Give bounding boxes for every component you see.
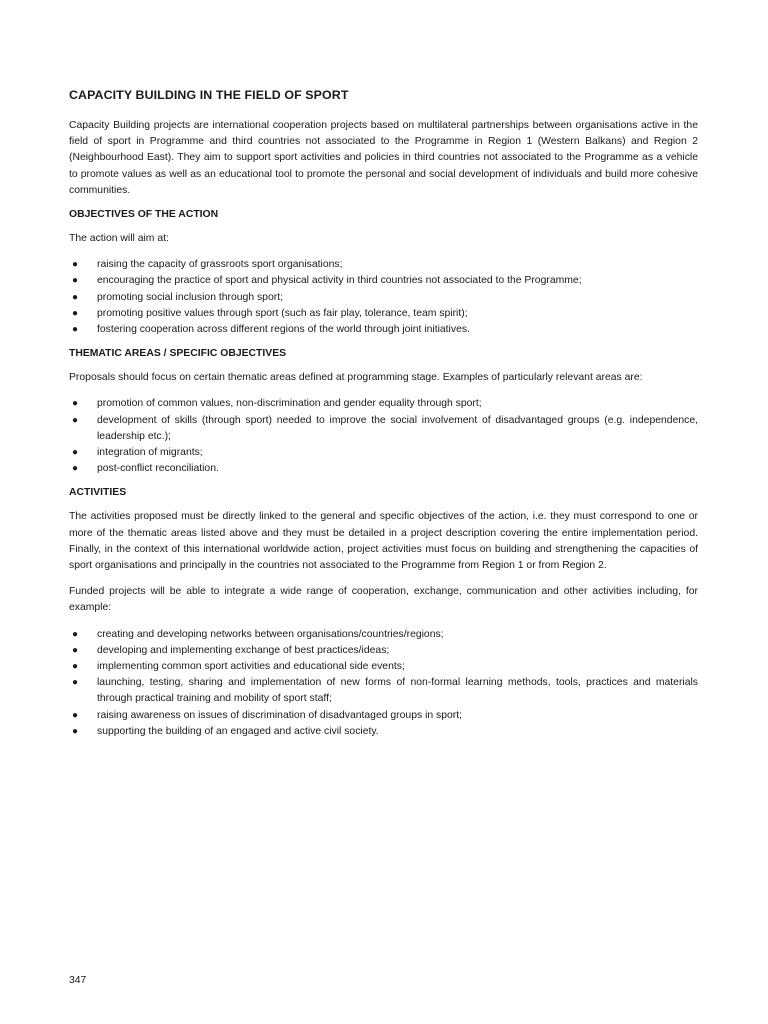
bullet-icon: ● (72, 661, 79, 673)
list-item (69, 306, 698, 322)
bullet-icon: ● (72, 628, 79, 640)
list-item-text: raising awareness on issues of discrimination of disadvantaged groups in sport; (97, 709, 463, 721)
list-item-text: raising the capacity of grassroots sport organisations; (97, 259, 343, 271)
list-item-text: launching, testing, sharing and implementation of new forms of non-formal learning methods, tools, practices and materials through practical training and mobility of sport staff; (97, 677, 698, 705)
objectives-lead: The action will aim at: (69, 233, 169, 245)
list-item-text: supporting the building of an engaged and active civil society. (97, 725, 379, 737)
thematic-heading: THEMATIC AREAS / SPECIFIC OBJECTIVES (69, 348, 287, 360)
activities-list (69, 627, 698, 740)
bullet-icon: ● (72, 291, 79, 303)
objectives-list (69, 257, 698, 338)
list-item (69, 257, 698, 273)
list-item (69, 724, 698, 740)
list-item (69, 396, 698, 412)
activities-heading: ACTIVITIES (69, 487, 127, 499)
thematic-lead: Proposals should focus on certain thematic areas defined at programming stage. Examples of particularly relevant areas are: (69, 372, 643, 384)
bullet-icon: ● (72, 275, 79, 287)
list-item-text: fostering cooperation across different regions of the world through joint initiatives. (97, 324, 470, 336)
list-item-text: developing and implementing exchange of best practices/ideas; (97, 644, 390, 656)
list-item (69, 413, 698, 445)
document-title: CAPACITY BUILDING IN THE FIELD OF SPORT (69, 88, 349, 102)
list-item (69, 643, 698, 659)
list-item (69, 322, 698, 338)
document-page (69, 88, 698, 750)
list-item-text: integration of migrants; (97, 447, 203, 459)
objectives-heading: OBJECTIVES OF THE ACTION (69, 209, 219, 221)
bullet-icon: ● (72, 447, 79, 459)
bullet-icon: ● (72, 259, 79, 271)
thematic-list (69, 396, 698, 477)
intro-paragraph: Capacity Building projects are international cooperation projects based on multilateral partnerships between organisations active in the field of sport in Programme and third countries not associated to the Programme in Region 1 (Western Balkans) and Region 2 (Neighbourhood East). They aim to support sport activities and policies in third countries not associated to the Programme as a vehicle to promote values as well as an educational tool to promote the personal and social development of individuals and build more cohesive communities. (69, 120, 698, 196)
list-item-text: promotion of common values, non-discrimination and gender equality through sport; (97, 398, 482, 410)
list-item-text: encouraging the practice of sport and physical activity in third countries not associated to the Programme; (97, 275, 582, 287)
bullet-icon: ● (72, 307, 79, 319)
list-item (69, 445, 698, 461)
list-item-text: promoting social inclusion through sport; (97, 291, 283, 303)
list-item-text: post-conflict reconciliation. (97, 463, 219, 475)
bullet-icon: ● (72, 398, 79, 410)
bullet-icon: ● (72, 463, 79, 475)
bullet-icon: ● (72, 677, 79, 689)
list-item (69, 708, 698, 724)
list-item-text: promoting positive values through sport (such as fair play, tolerance, team spirit); (97, 307, 468, 319)
list-item (69, 461, 698, 477)
list-item (69, 659, 698, 675)
bullet-icon: ● (72, 725, 79, 737)
bullet-icon: ● (72, 324, 79, 336)
activities-paragraph-1: The activities proposed must be directly linked to the general and specific objectives of the action, i.e. they must correspond to one or more of the thematic areas listed above and they must be detailed in a project description covering the entire implementation period. Finally, in the context of this international worldwide action, project activities must focus on building and strengthening the capacities of sport organisations and principally in the countries not associated to the Programme from Region 1 or from Region 2. (69, 511, 698, 572)
list-item (69, 627, 698, 643)
bullet-icon: ● (72, 644, 79, 656)
bullet-icon: ● (72, 709, 79, 721)
list-item (69, 290, 698, 306)
list-item-text: development of skills (through sport) needed to improve the social involvement of disadvantaged groups (e.g. independence, leadership etc.); (97, 414, 698, 442)
bullet-icon: ● (72, 414, 79, 426)
list-item-text: creating and developing networks between organisations/countries/regions; (97, 628, 444, 640)
page-number: 347 (69, 975, 87, 986)
list-item (69, 273, 698, 289)
activities-paragraph-2: Funded projects will be able to integrate a wide range of cooperation, exchange, communication and other activities including, for example: (69, 586, 698, 614)
list-item (69, 675, 698, 707)
list-item-text: implementing common sport activities and educational side events; (97, 661, 405, 673)
